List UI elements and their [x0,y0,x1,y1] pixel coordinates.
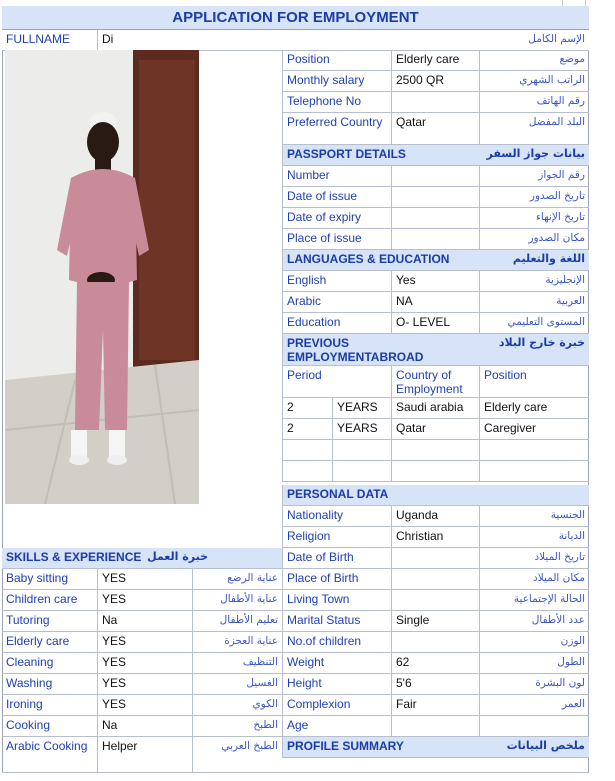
skill-value: YES [97,590,192,610]
employment-header-title: PREVIOUS EMPLOYMENTABROAD [282,334,472,365]
skill-row [2,653,282,674]
fullname-label-ar: الإسم الكامل [528,33,585,45]
skill-label-ar: عناية الرضع [192,569,282,589]
personal-1-label: Religion [282,527,391,547]
language-2-label-ar: المستوى التعليمي [479,313,589,333]
passport-2-label: Date of expiry [282,208,391,228]
personal-5-value: Single [391,611,479,631]
passport-header-title-ar: بيانات جواز السفر [486,147,585,160]
employment-empty-cell [282,440,332,460]
personal-1-value: Christian [391,527,479,547]
skills-title-ar: خبرة العمل [147,550,208,563]
skill-label-ar: عناية العجزة [192,632,282,652]
personal-10-label: Age [282,716,391,736]
employment-period: 2 [282,398,332,418]
skills-title: SKILLS & EXPERIENCE [6,550,142,564]
passport-2-row [282,208,589,229]
position-info-1-label: Monthly salary [282,71,391,91]
languages-header-title-ar: اللغة والتعليم [512,252,585,265]
passport-3-label-ar: مكان الصدور [479,229,589,249]
skill-row [2,569,282,590]
personal-0-row [282,506,589,527]
skills-header [2,548,282,569]
employment-col-country: Country of Employment [391,366,479,397]
personal-8-row [282,674,589,695]
personal-9-row [282,695,589,716]
employment-position: Elderly care [479,398,589,418]
position-info-1-row [282,71,589,92]
position-info-2-row [282,92,589,113]
skill-value: Helper [97,737,192,772]
skill-value: Na [97,611,192,631]
personal-10-label-ar [479,716,589,736]
personal-4-label-ar: الحالة الإجتماعية [479,590,589,610]
position-info-3-label-ar: البلد المفضل [479,113,589,144]
fullname-row [2,30,589,51]
language-1-value: NA [391,292,479,312]
skill-row [2,611,282,632]
personal-9-value: Fair [391,695,479,715]
position-info-1-value: 2500 QR [391,71,479,91]
skill-value: YES [97,569,192,589]
language-0-row [282,271,589,292]
skill-label-ar: تعليم الأطفال [192,611,282,631]
skill-value: YES [97,632,192,652]
profile-summary-title-ar: ملخص البيانات [506,739,585,752]
personal-4-label: Living Town [282,590,391,610]
personal-1-row [282,527,589,548]
position-info-0-value: Elderly care [391,50,479,70]
skill-label-ar: الطبخ العربي [192,737,282,772]
language-0-label: English [282,271,391,291]
personal-10-row [282,716,589,737]
passport-3-row [282,229,589,250]
languages-header-title: LANGUAGES & EDUCATION [282,250,472,270]
skill-label-ar: التنظيف [192,653,282,673]
position-info-3-row [282,113,589,145]
personal-8-label: Height [282,674,391,694]
skill-label: Cleaning [6,655,54,669]
employment-country: Qatar [391,419,479,439]
personal-6-label: No.of children [282,632,391,652]
position-info-0-label-ar: موضع [479,50,589,70]
skill-label: Ironing [6,697,43,711]
skill-label: Elderly care [6,634,70,648]
skill-label-ar: الغسيل [192,674,282,694]
language-2-value: O- LEVEL [391,313,479,333]
personal-2-value [391,548,479,568]
position-info-2-label: Telephone No [282,92,391,112]
skill-row [2,590,282,611]
skill-label-ar: عناية الأطفال [192,590,282,610]
skill-label: Arabic Cooking [6,739,88,753]
passport-2-value [391,208,479,228]
personal-3-label: Place of Birth [282,569,391,589]
profile-summary-header [282,737,589,758]
personal-9-label: Complexion [282,695,391,715]
passport-0-value [391,166,479,186]
profile-summary-body [282,758,589,773]
language-1-label-ar: العربية [479,292,589,312]
employment-col-position: Position [479,366,589,397]
skill-row [2,716,282,737]
applicant-photo-image [5,50,199,504]
passport-0-row [282,166,589,187]
language-2-label: Education [282,313,391,333]
personal-2-label-ar: تاريخ الميلاد [479,548,589,568]
language-0-label-ar: الإنجليزية [479,271,589,291]
fullname-label: FULLNAME [6,32,71,46]
form-title: APPLICATION FOR EMPLOYMENT [2,6,589,30]
languages-header [282,250,589,271]
personal-header [282,485,589,506]
skill-label: Cooking [6,718,51,732]
personal-7-label: Weight [282,653,391,673]
passport-3-label: Place of issue [282,229,391,249]
employment-columns [282,366,589,398]
personal-1-label-ar: الديانة [479,527,589,547]
employment-period: 2 [282,419,332,439]
personal-4-value [391,590,479,610]
employment-col-period: Period [282,366,391,397]
position-info-2-label-ar: رقم الهاتف [479,92,589,112]
passport-1-label: Date of issue [282,187,391,207]
personal-4-row [282,590,589,611]
fullname-value: Di [97,30,482,50]
employment-empty-cell [332,440,391,460]
personal-0-label-ar: الجنسية [479,506,589,526]
personal-9-label-ar: العمر [479,695,589,715]
personal-6-value [391,632,479,652]
personal-10-value [391,716,479,736]
employment-empty-cell [391,461,479,481]
employment-country: Saudi arabia [391,398,479,418]
personal-7-row [282,653,589,674]
passport-0-label-ar: رقم الجواز [479,166,589,186]
skill-row [2,632,282,653]
personal-header-title: PERSONAL DATA [282,485,472,505]
employment-empty-row [282,461,589,482]
passport-0-label: Number [282,166,391,186]
applicant-photo [5,50,199,504]
skill-label-ar: الطبخ [192,716,282,736]
employment-header-title-ar: خبرة خارج البلاد [498,336,585,349]
employment-empty-cell [282,461,332,481]
employment-unit: YEARS [332,419,391,439]
position-info-1-label-ar: الراتب الشهري [479,71,589,91]
employment-empty-cell [332,461,391,481]
passport-1-value [391,187,479,207]
employment-header [282,334,589,366]
skill-label-ar: الكوي [192,695,282,715]
position-info-0-row [282,50,589,71]
employment-empty-row [282,440,589,461]
position-info-3-value: Qatar [391,113,479,144]
skill-label: Baby sitting [6,571,69,585]
personal-3-row [282,569,589,590]
passport-header [282,145,589,166]
skill-value: Na [97,716,192,736]
passport-header-title: PASSPORT DETAILS [282,145,472,165]
skill-value: YES [97,674,192,694]
personal-6-row [282,632,589,653]
passport-2-label-ar: تاريخ الإنهاء [479,208,589,228]
position-info-2-value [391,92,479,112]
skill-row [2,737,282,773]
personal-8-label-ar: لون البشرة [479,674,589,694]
employment-empty-cell [479,461,589,481]
language-2-row [282,313,589,334]
employment-position: Caregiver [479,419,589,439]
personal-3-value [391,569,479,589]
passport-3-value [391,229,479,249]
personal-8-value: 5'6 [391,674,479,694]
personal-7-label-ar: الطول [479,653,589,673]
personal-5-label-ar: عدد الأطفال [479,611,589,631]
personal-2-row [282,548,589,569]
position-info-0-label: Position [282,50,391,70]
personal-3-label-ar: مكان الميلاد [479,569,589,589]
personal-6-label-ar: الوزن [479,632,589,652]
language-1-label: Arabic [282,292,391,312]
skill-label: Children care [6,592,78,606]
profile-summary-title: PROFILE SUMMARY [282,737,472,757]
passport-1-label-ar: تاريخ الصدور [479,187,589,207]
skill-row [2,695,282,716]
personal-0-value: Uganda [391,506,479,526]
personal-2-label: Date of Birth [282,548,391,568]
skill-label: Washing [6,676,53,690]
employment-row [282,419,589,440]
skill-row [2,674,282,695]
passport-1-row [282,187,589,208]
skill-label: Tutoring [6,613,50,627]
employment-row [282,398,589,419]
personal-5-row [282,611,589,632]
employment-unit: YEARS [332,398,391,418]
employment-empty-cell [391,440,479,460]
personal-5-label: Marital Status [282,611,391,631]
employment-empty-cell [479,440,589,460]
personal-7-value: 62 [391,653,479,673]
personal-0-label: Nationality [282,506,391,526]
skill-value: YES [97,653,192,673]
skill-value: YES [97,695,192,715]
language-0-value: Yes [391,271,479,291]
language-1-row [282,292,589,313]
position-info-3-label: Preferred Country [282,113,391,144]
